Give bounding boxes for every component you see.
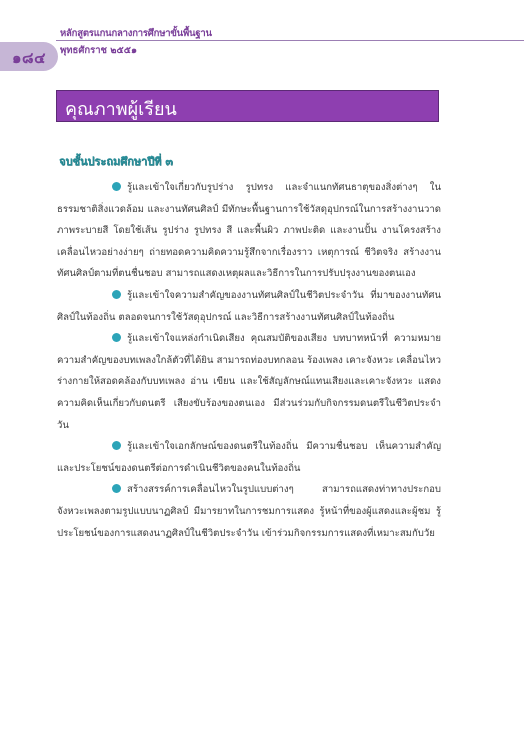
list-item-text: รู้และเข้าใจเอกลักษณ์ของดนตรีในท้องถิ่น มีความชื่นชอบ เห็นความสำคัญและประโยชน์ของดนตรีต่อการดำเนินชีวิตของคนในท้องถิ่น	[57, 441, 441, 474]
quality-list	[57, 177, 441, 544]
section-heading: จบชั้นประถมศึกษาปีที่ ๓	[59, 155, 173, 168]
bullet-icon	[112, 441, 121, 450]
bullet-icon	[112, 333, 121, 342]
header-curriculum-title: หลักสูตรแกนกลางการศึกษาขั้นพื้นฐาน	[60, 28, 212, 39]
list-item-text: รู้และเข้าใจแหล่งกำเนิดเสียง คุณสมบัติของเสียง บทบาทหน้าที่ ความหมาย ความสำคัญของบทเพลงใกล้ตัวที่ได้ยิน สามารถท่องบทกลอน ร้องเพลง เคาะจังหวะ เคลื่อนไหวร่างกายให้สอดคล้องกับบทเพลง อ่าน เขียน และใช้สัญลักษณ์แทนเสียงและเคาะจังหวะ แสดงความคิดเห็นเกี่ยวกับดนตรี เสียงขับร้องของตนเอง มีส่วนร่วมกับกิจกรรมดนตรีในชีวิตประจำวัน	[57, 333, 441, 431]
title-banner	[56, 90, 439, 122]
list-item	[57, 177, 441, 285]
page-number-tab	[0, 42, 58, 71]
bullet-icon	[112, 182, 121, 191]
list-item	[57, 436, 441, 479]
list-item	[57, 285, 441, 328]
list-item	[57, 479, 441, 544]
bullet-icon	[112, 290, 121, 299]
list-item-text: รู้และเข้าใจเกี่ยวกับรูปร่าง รูปทรง และจำแนกทัศนธาตุของสิ่งต่างๆ ในธรรมชาติสิ่งแวดล้อม และงานทัศนศิลป์ มีทักษะพื้นฐานการใช้วัสดุอุปกรณ์ในการสร้างงานวาดภาพระบายสี โดยใช้เส้น รูปร่าง รูปทรง สี และพื้นผิว ภาพปะติด และงานปั้น งานโครงสร้างเคลื่อนไหวอย่างง่ายๆ ถ่ายทอดความคิดความรู้สึกจากเรื่องราว เหตุการณ์ ชีวิตจริง สร้างงานทัศนศิลป์ตามที่ตนชื่นชอบ สามารถแสดงเหตุผลและวิธีการในการปรับปรุงงานของตนเอง	[57, 182, 441, 280]
header-year: พุทธศักราช ๒๕๕๑	[60, 45, 137, 56]
bullet-icon	[112, 484, 121, 493]
list-item	[57, 328, 441, 436]
list-item-text: สร้างสรรค์การเคลื่อนไหวในรูปแบบต่างๆ สามารถแสดงท่าทางประกอบจังหวะเพลงตามรูปแบบนาฏศิลป์ มีมารยาทในการชมการแสดง รู้หน้าที่ของผู้แสดงและผู้ชม รู้ประโยชน์ของการแสดงนาฏศิลป์ในชีวิตประจำวัน เข้าร่วมกิจกรรมการแสดงที่เหมาะสมกับวัย	[57, 484, 441, 539]
list-item-text: รู้และเข้าใจความสำคัญของงานทัศนศิลป์ในชีวิตประจำวัน ที่มาของงานทัศนศิลป์ในท้องถิ่น ตลอดจนการใช้วัสดุอุปกรณ์ และวิธีการสร้างงานทัศนศิลป์ในท้องถิ่น	[57, 289, 441, 323]
header-divider	[56, 40, 524, 41]
page-title: คุณภาพผู้เรียน	[65, 99, 177, 120]
page-number: ๑๘๔	[12, 49, 46, 67]
